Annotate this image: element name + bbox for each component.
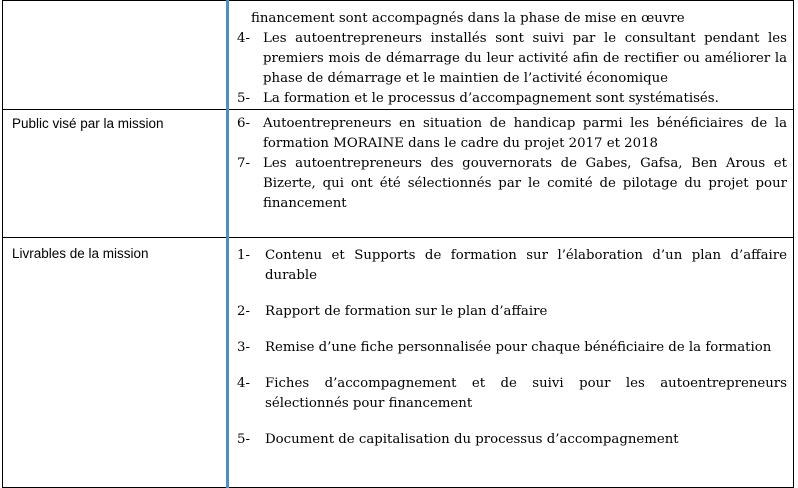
list-item [237, 374, 787, 414]
list-number: 1- [237, 248, 250, 263]
list-text: La formation et le processus d’accompagnement sont systématisés. [263, 91, 719, 106]
list-item [237, 114, 787, 154]
list-item [237, 302, 787, 322]
row-label: Livrables de la mission [3, 238, 228, 488]
list-item [237, 430, 787, 450]
list-number: 4- [237, 376, 250, 391]
list-item [237, 89, 787, 109]
row-content [228, 110, 794, 238]
list-text: Les autoentrepreneurs des gouvernorats de Gabes, Gafsa, Ben Arous et Bizerte, qui ont été sélectionnés par le comité de pilotage du projet pour financement [263, 156, 787, 211]
list-text: Les autoentrepreneurs installés sont suivi par le consultant pendant les premiers mois de démarrage du leur activité afin de rectifier ou améliorer la phase de démarrage et le maintien de l’activité économique [263, 31, 787, 86]
list-text: Contenu et Supports de formation sur l’élaboration d’un plan d’affaire durable [265, 248, 787, 283]
list-number: 2- [237, 304, 250, 319]
list-number: 6- [237, 116, 250, 131]
list-text: Remise d’une fiche personnalisée pour chaque bénéficiaire de la formation [265, 340, 772, 355]
list-text: Document de capitalisation du processus d’accompagnement [265, 432, 679, 447]
list-item [237, 338, 787, 358]
list-number: 5- [237, 91, 250, 106]
list-item-continuation: financement sont accompagnés dans la phase de mise en œuvre [251, 11, 685, 26]
row-content [228, 1, 794, 110]
list-text: Autoentrepreneurs en situation de handicap parmi les bénéficiaires de la formation MORAINE dans le cadre du projet 2017 et 2018 [263, 116, 787, 151]
list-text: Fiches d’accompagnement et de suivi pour les autoentrepreneurs sélectionnés pour financement [265, 376, 787, 411]
row-content [228, 238, 794, 488]
list-item [237, 154, 787, 214]
row-label [3, 1, 228, 110]
list-number: 5- [237, 432, 250, 447]
table-row [3, 1, 794, 110]
list-number: 3- [237, 340, 250, 355]
table-row [3, 238, 794, 488]
list-number: 7- [237, 156, 250, 171]
list-item [237, 29, 787, 89]
list-number: 4- [237, 31, 250, 46]
list-item [237, 246, 787, 286]
list-text: Rapport de formation sur le plan d’affaire [265, 304, 548, 319]
row-label: Public visé par la mission [3, 110, 228, 238]
mission-table [2, 0, 794, 488]
table-row [3, 110, 794, 238]
